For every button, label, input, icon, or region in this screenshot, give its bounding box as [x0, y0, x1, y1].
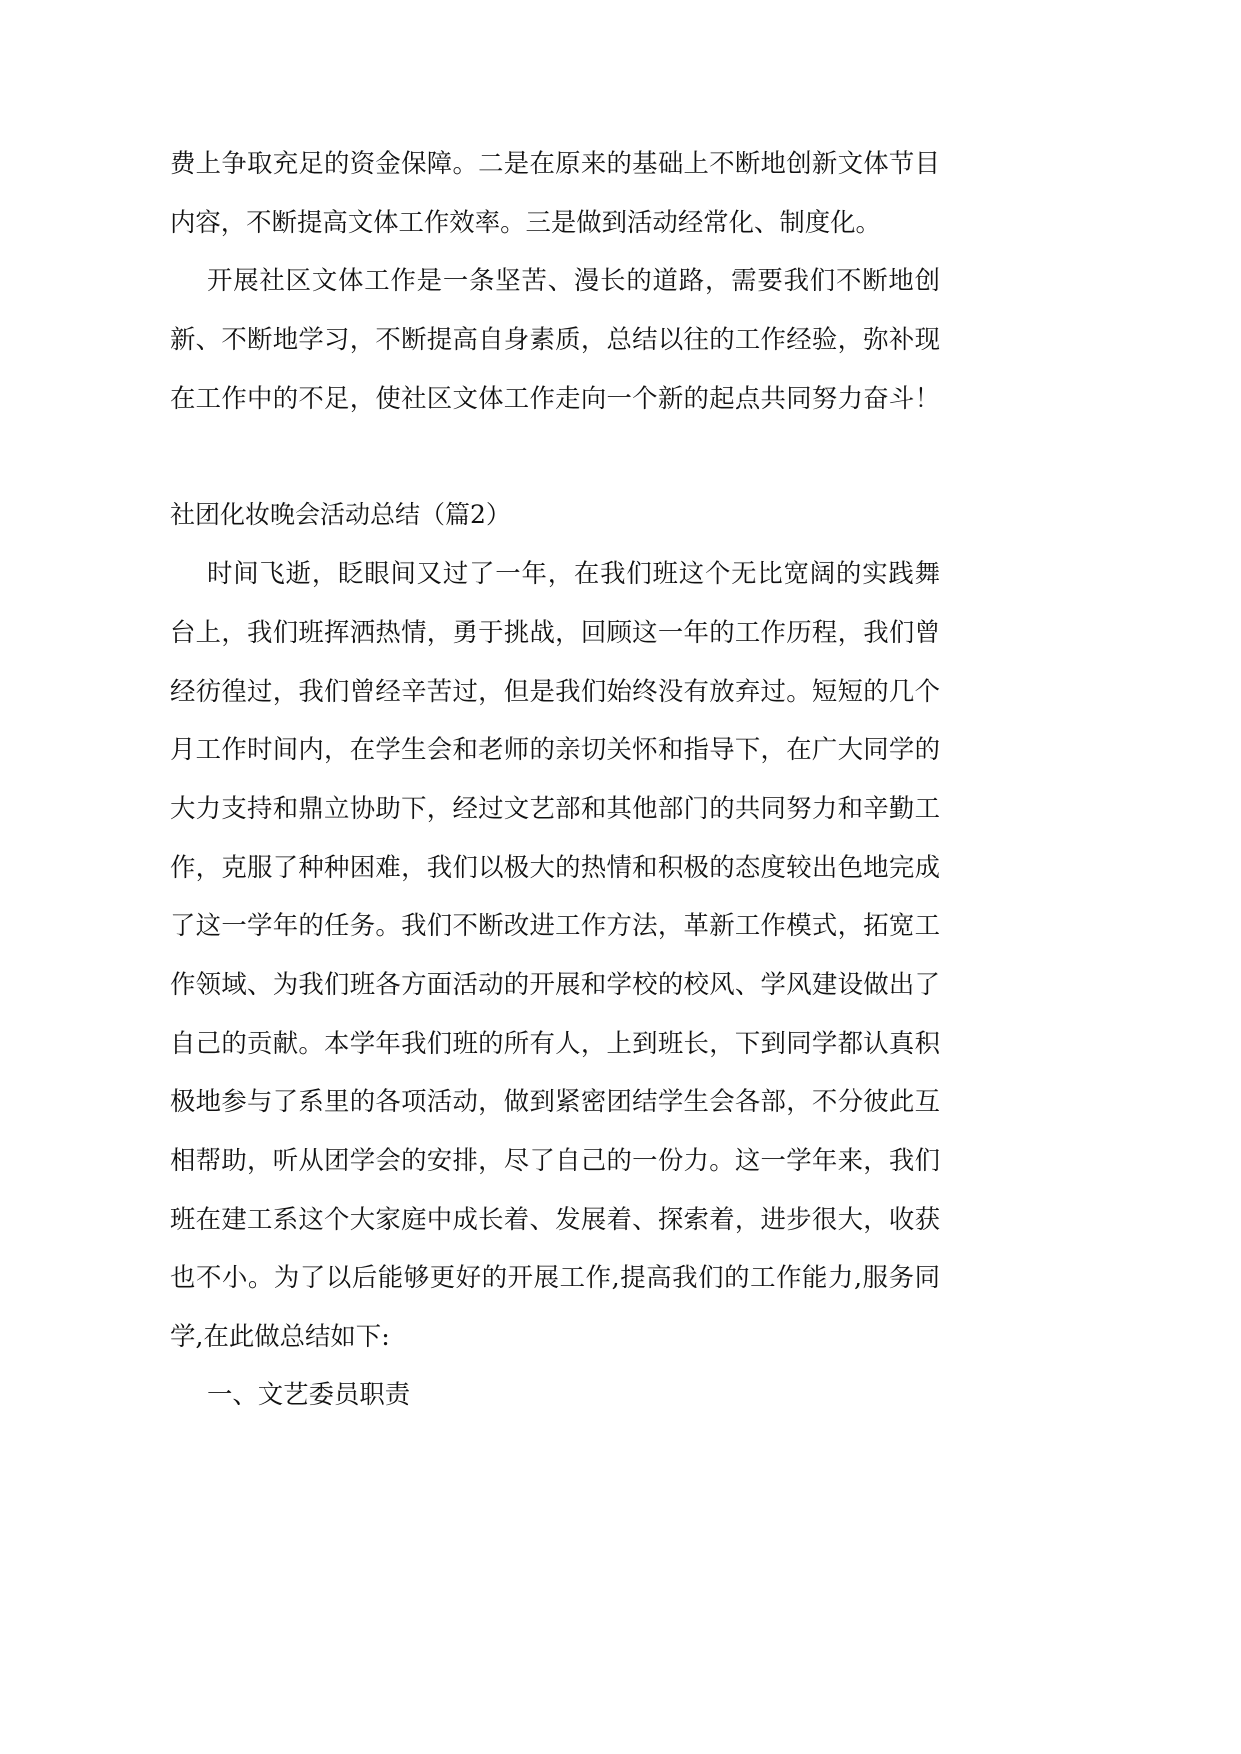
paragraph-line: 自己的贡献。本学年我们班的所有人，上到班长，下到同学都认真积: [170, 1027, 940, 1058]
paragraph-line: 月工作时间内，在学生会和老师的亲切关怀和指导下，在广大同学的: [170, 734, 940, 765]
paragraph-line: 内容，不断提高文体工作效率。三是做到活动经常化、制度化。: [170, 206, 881, 237]
paragraph-line: 了这一学年的任务。我们不断改进工作方法，革新工作模式，拓宽工: [170, 910, 940, 941]
paragraph-line: 极地参与了系里的各项活动，做到紧密团结学生会各部，不分彼此互: [170, 1086, 940, 1117]
paragraph-line: 也不小。为了以后能够更好的开展工作,提高我们的工作能力,服务同: [170, 1262, 940, 1293]
paragraph-line: 时间飞逝，眨眼间又过了一年，在我们班这个无比宽阔的实践舞: [207, 558, 940, 589]
paragraph-line: 开展社区文体工作是一条坚苦、漫长的道路，需要我们不断地创: [207, 265, 940, 296]
paragraph-line: 经彷徨过，我们曾经辛苦过，但是我们始终没有放弃过。短短的几个: [170, 675, 940, 706]
paragraph-line: 班在建工系这个大家庭中成长着、发展着、探索着，进步很大，收获: [170, 1203, 940, 1234]
subsection-heading: 一、文艺委员职责: [207, 1379, 411, 1410]
paragraph-line: 作，克服了种种困难，我们以极大的热情和积极的态度较出色地完成: [170, 851, 940, 882]
blank-line: [170, 427, 940, 486]
paragraph-line: 在工作中的不足，使社区文体工作走向一个新的起点共同努力奋斗！: [170, 382, 940, 413]
paragraph-line: 费上争取充足的资金保障。二是在原来的基础上不断地创新文体节目: [170, 148, 940, 178]
paragraph-line: 相帮助，听从团学会的安排，尽了自己的一份力。这一学年来，我们: [170, 1144, 940, 1175]
paragraph-line: 作领域、为我们班各方面活动的开展和学校的校风、学风建设做出了: [170, 968, 940, 999]
paragraph-line: 台上，我们班挥洒热情，勇于挑战，回顾这一年的工作历程，我们曾: [170, 617, 940, 648]
section-heading: 社团化妆晚会活动总结（篇2）: [170, 499, 511, 529]
paragraph-line: 大力支持和鼎立协助下，经过文艺部和其他部门的共同努力和辛勤工: [170, 793, 940, 824]
paragraph-line: 新、不断地学习，不断提高自身素质，总结以往的工作经验，弥补现: [170, 323, 940, 354]
document-text-block: [170, 134, 940, 1424]
paragraph-line: 学,在此做总结如下:: [170, 1320, 390, 1351]
